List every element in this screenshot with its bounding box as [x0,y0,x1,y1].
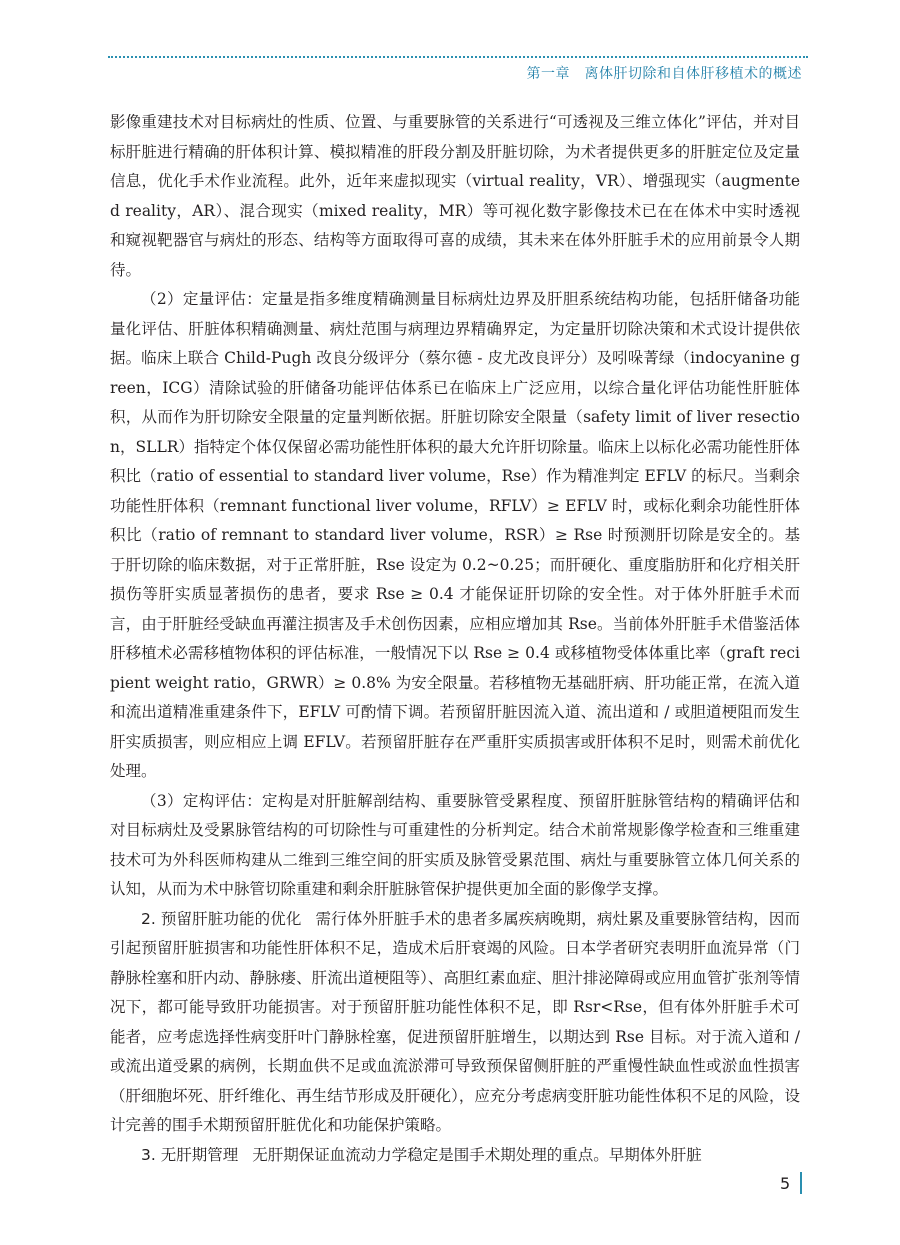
page-body [110,108,800,1170]
paragraph-quantitative-assessment: （2）定量评估：定量是指多维度精确测量目标病灶边界及肝胆系统结构功能，包括肝储备功能量化评估、肝脏体积精确测量、病灶范围与病理边界精确界定，为定量肝切除决策和术式设计提供依据。临床上联合 Child-Pugh 改良分级评分（蔡尔德 - 皮尤改良评分）及吲哚菁绿（indocyanine green，ICG）清除试验的肝储备功能评估体系已在临床上广泛应用，以综合量化评估功能性肝脏体积，从而作为肝切除安全限量的定量判断依据。肝脏切除安全限量（safety limit of liver resection，SLLR）指特定个体仅保留必需功能性肝体积的最大允许肝切除量。临床上以标化必需功能性肝体积比（ratio of essential to standard liver volume，Rse）作为精准判定 EFLV 的标尺。当剩余功能性肝体积（remnant functional liver volume，RFLV）≥ EFLV 时，或标化剩余功能性肝体积比（ratio of remnant to standard liver volume，RSR）≥ Rse 时预测肝切除是安全的。基于肝切除的临床数据，对于正常肝脏，Rse 设定为 0.2~0.25；而肝硬化、重度脂肪肝和化疗相关肝损伤等肝实质显著损伤的患者，要求 Rse ≥ 0.4 才能保证肝切除的安全性。对于体外肝脏手术而言，由于肝脏经受缺血再灌注损害及手术创伤因素，应相应增加其 Rse。当前体外肝脏手术借鉴活体肝移植术必需移植物体积的评估标准，一般情况下以 Rse ≥ 0.4 或移植物受体体重比率（graft recipient weight ratio，GRWR）≥ 0.8% 为安全限量。若移植物无基础肝病、肝功能正常，在流入道和流出道精准重建条件下，EFLV 可酌情下调。若预留肝脏因流入道、流出道和 / 或胆道梗阻而发生肝实质损害，则应相应上调 EFLV。若预留肝脏存在严重肝实质损害或肝体积不足时，则需术前优化处理。 [110,290,800,780]
chapter-running-title: 第一章 离体肝切除和自体肝移植术的概述 [526,66,802,82]
page-number-accent-bar [800,1172,802,1194]
section-remnant-liver-optimization [110,905,800,1141]
section-anhepatic-phase [110,1141,800,1171]
page-number: 5 [780,1174,791,1193]
paragraph-imaging-reconstruction: 影像重建技术对目标病灶的性质、位置、与重要脉管的关系进行“可透视及三维立体化”评估，并对目标肝脏进行精确的肝体积计算、模拟精准的肝段分割及肝脏切除，为术者提供更多的肝脏定位及定量信息，优化手术作业流程。此外，近年来虚拟现实（virtual reality，VR）、增强现实（augmented reality，AR）、混合现实（mixed reality，MR）等可视化数字影像技术已在在体术中实时透视和窥视靶器官与病灶的形态、结构等方面取得可喜的成绩，其未来在体外肝脏手术的应用前景令人期待。 [110,113,800,279]
section-heading-2: 2. 预留肝脏功能的优化 [141,909,302,928]
section-heading-3: 3. 无肝期管理 [141,1145,239,1164]
header-dotted-rule [108,56,808,58]
section-2-text: 需行体外肝脏手术的患者多属疾病晚期，病灶累及重要脉管结构，因而引起预留肝脏损害和功能性肝体积不足，造成术后肝衰竭的风险。日本学者研究表明肝血流异常（门静脉栓塞和肝内动、静脉瘘、肝流出道梗阻等）、高胆红素血症、胆汁排泌障碍或应用血管扩张剂等情况下，都可能导致肝功能损害。对于预留肝脏功能性体积不足，即 Rsr<Rse，但有体外肝脏手术可能者，应考虑选择性病变肝叶门静脉栓塞，促进预留肝脏增生，以期达到 Rse 目标。对于流入道和 / 或流出道受累的病例，长期血供不足或血流淤滞可导致预保留侧肝脏的严重慢性缺血性或淤血性损害（肝细胞坏死、肝纤维化、再生结节形成及肝硬化），应充分考虑病变肝脏功能性体积不足的风险，设计完善的围手术期预留肝脏优化和功能保护策略。 [110,909,800,1134]
paragraph-structural-assessment: （3）定构评估：定构是对肝脏解剖结构、重要脉管受累程度、预留肝脏脉管结构的精确评估和对目标病灶及受累脉管结构的可切除性与可重建性的分析判定。结合术前常规影像学检查和三维重建技术可为外科医师构建从二维到三维空间的肝实质及脉管受累范围、病灶与重要脉管立体几何关系的认知，从而为术中脉管切除重建和剩余肝脏脉管保护提供更加全面的影像学支撑。 [110,791,800,898]
section-3-text: 无肝期保证血流动力学稳定是围手术期处理的重点。早期体外肝脏 [252,1145,702,1164]
